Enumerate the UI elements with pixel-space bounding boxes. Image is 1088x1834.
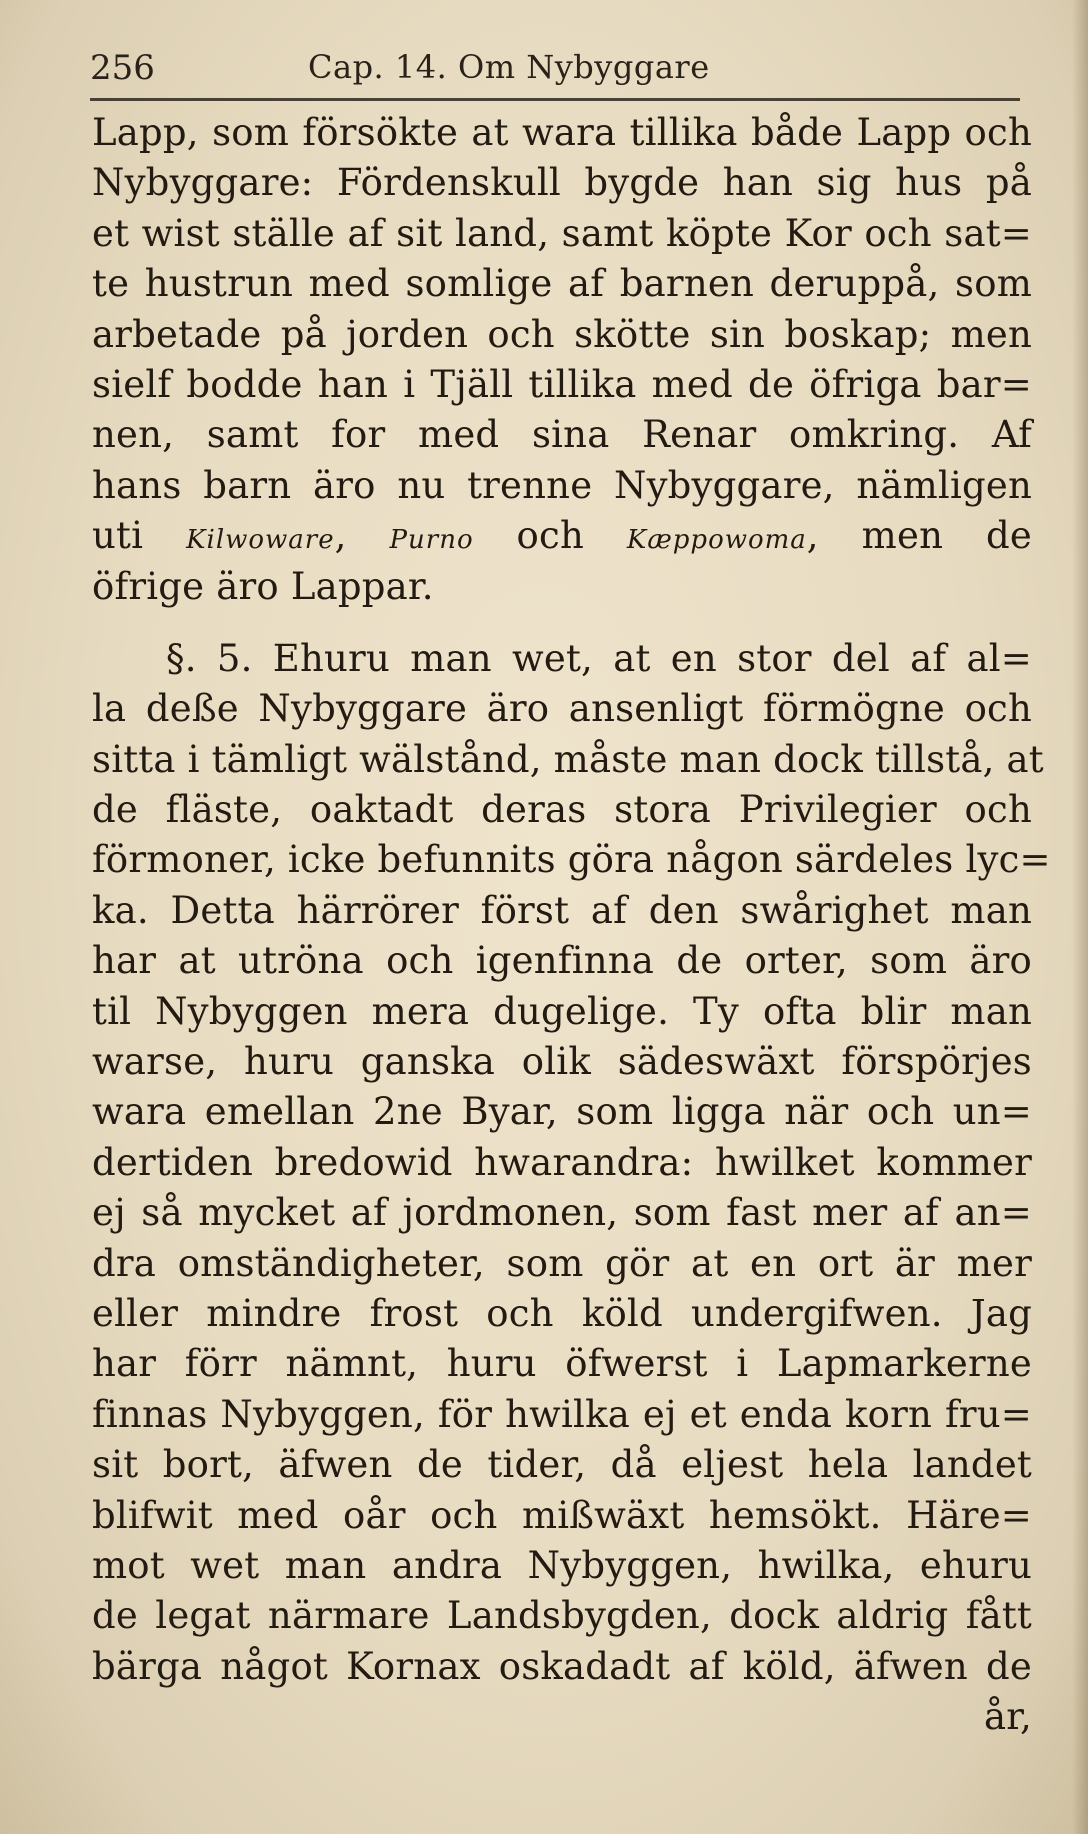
text-line: ka. Detta härrörer först af den swårighet man [92, 888, 1032, 932]
text-line: arbetade på jorden och skötte sin boskap; men [92, 312, 1032, 356]
page-header [90, 40, 1020, 90]
body-text [92, 108, 1051, 1743]
text-line: sit bort, äfwen de tider, då eljest hela landet [92, 1443, 1032, 1487]
text-line: til Nybyggen mera dugelige. Ty ofta blir man [92, 989, 1032, 1033]
text-line: öfrige äro Lappar. [92, 564, 434, 608]
names-pre: uti [92, 514, 144, 558]
header-rule [90, 98, 1020, 101]
child-name: Purno [389, 525, 474, 556]
names-post: , men de [806, 514, 1033, 558]
text-line: blifwit med oår och mißwäxt hemsökt. Häre= [92, 1493, 1032, 1537]
page-number: 256 [90, 48, 155, 88]
text-line: dertiden bredowid hwarandra: hwilket kommer [92, 1140, 1032, 1184]
catchword: år, [983, 1695, 1032, 1739]
names-sep: , [334, 514, 347, 558]
text-line: nen, samt for med sina Renar omkring. Af [92, 413, 1032, 457]
text-line: eller mindre frost och köld undergifwen. Jag [92, 1291, 1032, 1335]
names-mid: och [516, 514, 584, 558]
child-name: Kilwoware [186, 525, 335, 556]
running-head: Cap. 14. Om Nybyggare [308, 48, 710, 86]
text-line: warse, huru ganska olik sädeswäxt förspörjes [92, 1040, 1032, 1084]
text-line: förmoner, icke befunnits göra någon särdeles lyc= [92, 838, 1051, 882]
text-line: ej så mycket af jordmonen, som fast mer af an= [92, 1191, 1032, 1235]
text-line: sitta i tämligt wälstånd, måste man dock tillstå, at [92, 737, 1044, 781]
text-line: bärga något Kornax oskadadt af köld, äfwen de [92, 1644, 1032, 1688]
text-line: te hustrun med somlige af barnen deruppå, som [92, 262, 1032, 306]
text-line: de legat närmare Landsbygden, dock aldrig fått [92, 1594, 1032, 1638]
text-line: Lapp, som försökte at wara tillika både Lapp och [92, 111, 1032, 154]
text-line: har at utröna och igenfinna de orter, som äro [92, 939, 1032, 983]
section-heading-line: §. 5. Ehuru man wet, at en stor del af al= [166, 636, 1032, 680]
text-line: hans barn äro nu trenne Nybyggare, nämligen [92, 463, 1032, 507]
text-line: dra omständigheter, som gör at en ort är mer [92, 1241, 1032, 1285]
text-line: la deße Nybyggare äro ansenligt förmögne och [92, 687, 1032, 731]
text-line: et wist ställe af sit land, samt köpte Kor och sat= [92, 211, 1032, 255]
text-line: sielf bodde han i Tjäll tillika med de öfriga bar= [92, 362, 1032, 406]
text-line: mot wet man andra Nybyggen, hwilka, ehuru [92, 1543, 1032, 1587]
text-line-names [92, 511, 1032, 561]
text-line: Nybyggare: Fördenskull bygde han sig hus på [92, 161, 1032, 205]
text-line: finnas Nybyggen, för hwilka ej et enda korn fru= [92, 1392, 1032, 1436]
text-line: de fläste, oaktadt deras stora Privilegier och [92, 788, 1032, 832]
child-name: Kæppowoma [626, 525, 807, 556]
text-line: har förr nämnt, huru öfwerst i Lapmarkerne [92, 1342, 1032, 1386]
text-line: wara emellan 2ne Byar, som ligga när och un= [92, 1090, 1032, 1134]
